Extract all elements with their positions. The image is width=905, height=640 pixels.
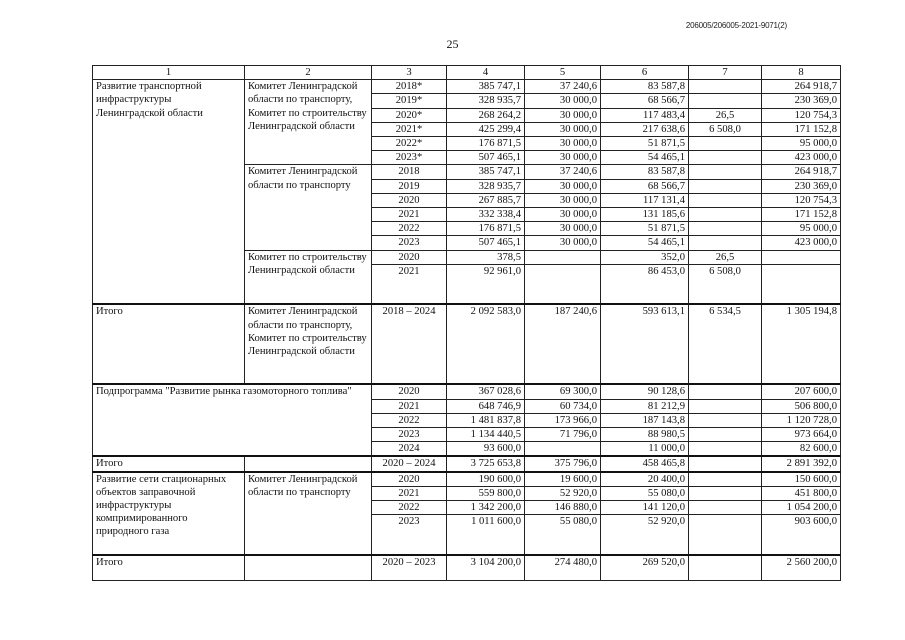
value-cell: 648 746,9 <box>447 399 525 413</box>
value-cell: 71 796,0 <box>525 427 601 441</box>
value-cell: 1 120 728,0 <box>762 413 841 427</box>
total-label: Итого <box>93 555 245 581</box>
value-cell: 171 152,8 <box>762 208 841 222</box>
value-cell: 190 600,0 <box>447 472 525 487</box>
value-cell: 230 369,0 <box>762 179 841 193</box>
table-row <box>93 384 841 399</box>
value-cell: 187 143,8 <box>601 413 689 427</box>
year-cell: 2020 <box>372 193 447 207</box>
value-cell: 507 465,1 <box>447 151 525 165</box>
value-cell: 1 011 600,0 <box>447 515 525 555</box>
value-cell <box>689 384 762 399</box>
value-cell: 30 000,0 <box>525 122 601 136</box>
column-number: 8 <box>762 66 841 80</box>
page-number: 25 <box>446 37 459 51</box>
value-cell <box>689 236 762 250</box>
value-cell <box>689 151 762 165</box>
value-cell: 375 796,0 <box>525 456 601 471</box>
year-cell: 2021 <box>372 486 447 500</box>
value-cell: 274 480,0 <box>525 555 601 581</box>
year-cell: 2018 – 2024 <box>372 304 447 384</box>
value-cell: 52 920,0 <box>601 515 689 555</box>
year-cell: 2020 <box>372 384 447 399</box>
year-cell: 2023 <box>372 236 447 250</box>
value-cell: 37 240,6 <box>525 165 601 179</box>
total-row <box>93 304 841 384</box>
value-cell: 11 000,0 <box>601 442 689 457</box>
value-cell: 328 935,7 <box>447 179 525 193</box>
program-name: Развитие сети стационарных объектов заправочной инфраструктуры компримированного природного газа <box>93 472 245 555</box>
value-cell <box>689 413 762 427</box>
executor: Комитет по строительству Ленинградской области <box>245 250 372 304</box>
value-cell: 30 000,0 <box>525 222 601 236</box>
value-cell: 120 754,3 <box>762 193 841 207</box>
value-cell: 26,5 <box>689 108 762 122</box>
value-cell: 55 080,0 <box>601 486 689 500</box>
value-cell: 30 000,0 <box>525 151 601 165</box>
value-cell: 30 000,0 <box>525 193 601 207</box>
value-cell: 19 600,0 <box>525 472 601 487</box>
value-cell: 1 481 837,8 <box>447 413 525 427</box>
value-cell <box>689 222 762 236</box>
value-cell: 93 600,0 <box>447 442 525 457</box>
column-number: 7 <box>689 66 762 80</box>
value-cell: 267 885,7 <box>447 193 525 207</box>
value-cell: 54 465,1 <box>601 236 689 250</box>
value-cell: 1 054 200,0 <box>762 500 841 514</box>
value-cell <box>689 399 762 413</box>
value-cell <box>689 486 762 500</box>
year-cell: 2022 <box>372 413 447 427</box>
total-row <box>93 555 841 581</box>
value-cell: 131 185,6 <box>601 208 689 222</box>
value-cell: 1 342 200,0 <box>447 500 525 514</box>
value-cell: 68 566,7 <box>601 94 689 108</box>
value-cell: 385 747,1 <box>447 80 525 94</box>
year-cell: 2023 <box>372 427 447 441</box>
year-cell: 2022 <box>372 222 447 236</box>
value-cell: 1 305 194,8 <box>762 304 841 384</box>
value-cell: 81 212,9 <box>601 399 689 413</box>
value-cell: 2 092 583,0 <box>447 304 525 384</box>
value-cell: 2 560 200,0 <box>762 555 841 581</box>
value-cell: 117 483,4 <box>601 108 689 122</box>
value-cell: 425 299,4 <box>447 122 525 136</box>
value-cell: 54 465,1 <box>601 151 689 165</box>
year-cell: 2020 <box>372 250 447 264</box>
executor: Комитет Ленинградской области по транспорту, Комитет по строительству Ленинградской области <box>245 304 372 384</box>
value-cell <box>689 80 762 94</box>
value-cell <box>689 555 762 581</box>
year-cell: 2019* <box>372 94 447 108</box>
total-label: Итого <box>93 456 245 471</box>
value-cell: 451 800,0 <box>762 486 841 500</box>
value-cell: 328 935,7 <box>447 94 525 108</box>
column-number: 3 <box>372 66 447 80</box>
value-cell: 95 000,0 <box>762 137 841 151</box>
executor-empty <box>245 555 372 581</box>
value-cell: 559 800,0 <box>447 486 525 500</box>
value-cell: 69 300,0 <box>525 384 601 399</box>
year-cell: 2022 <box>372 500 447 514</box>
year-cell: 2020 – 2024 <box>372 456 447 471</box>
value-cell: 20 400,0 <box>601 472 689 487</box>
value-cell <box>689 193 762 207</box>
total-row <box>93 456 841 471</box>
value-cell <box>525 250 601 264</box>
year-cell: 2023 <box>372 515 447 555</box>
value-cell: 187 240,6 <box>525 304 601 384</box>
executor: Комитет Ленинградской области по транспорту, Комитет по строительству Ленинградской области <box>245 80 372 165</box>
value-cell: 30 000,0 <box>525 94 601 108</box>
year-cell: 2021 <box>372 208 447 222</box>
value-cell <box>525 442 601 457</box>
value-cell <box>689 208 762 222</box>
value-cell <box>689 500 762 514</box>
year-cell: 2020* <box>372 108 447 122</box>
value-cell: 207 600,0 <box>762 384 841 399</box>
value-cell: 3 725 653,8 <box>447 456 525 471</box>
executor: Комитет Ленинградской области по транспорту <box>245 472 372 555</box>
column-number: 2 <box>245 66 372 80</box>
value-cell <box>525 264 601 304</box>
value-cell <box>689 472 762 487</box>
value-cell: 150 600,0 <box>762 472 841 487</box>
value-cell: 117 131,4 <box>601 193 689 207</box>
year-cell: 2018* <box>372 80 447 94</box>
value-cell: 507 465,1 <box>447 236 525 250</box>
year-cell: 2021 <box>372 264 447 304</box>
column-number: 4 <box>447 66 525 80</box>
value-cell: 120 754,3 <box>762 108 841 122</box>
column-number: 5 <box>525 66 601 80</box>
program-name: Развитие транспортной инфраструктуры Ленинградской области <box>93 80 245 305</box>
value-cell: 6 534,5 <box>689 304 762 384</box>
value-cell: 6 508,0 <box>689 264 762 304</box>
total-label: Итого <box>93 304 245 384</box>
value-cell: 352,0 <box>601 250 689 264</box>
value-cell: 506 800,0 <box>762 399 841 413</box>
value-cell: 30 000,0 <box>525 179 601 193</box>
value-cell: 52 920,0 <box>525 486 601 500</box>
value-cell: 423 000,0 <box>762 236 841 250</box>
column-number: 6 <box>601 66 689 80</box>
value-cell: 30 000,0 <box>525 236 601 250</box>
value-cell: 37 240,6 <box>525 80 601 94</box>
value-cell: 82 600,0 <box>762 442 841 457</box>
value-cell: 60 734,0 <box>525 399 601 413</box>
value-cell: 83 587,8 <box>601 165 689 179</box>
value-cell: 264 918,7 <box>762 80 841 94</box>
value-cell: 593 613,1 <box>601 304 689 384</box>
budget-table <box>92 65 841 581</box>
value-cell: 146 880,0 <box>525 500 601 514</box>
executor-empty <box>245 456 372 471</box>
value-cell: 3 104 200,0 <box>447 555 525 581</box>
value-cell: 176 871,5 <box>447 222 525 236</box>
year-cell: 2024 <box>372 442 447 457</box>
value-cell: 92 961,0 <box>447 264 525 304</box>
value-cell: 423 000,0 <box>762 151 841 165</box>
table-row <box>93 472 841 487</box>
value-cell <box>689 179 762 193</box>
document-code: 206005/206005-2021-9071(2) <box>685 21 787 30</box>
value-cell: 55 080,0 <box>525 515 601 555</box>
value-cell: 68 566,7 <box>601 179 689 193</box>
value-cell <box>689 442 762 457</box>
value-cell: 217 638,6 <box>601 122 689 136</box>
value-cell: 230 369,0 <box>762 94 841 108</box>
year-cell: 2023* <box>372 151 447 165</box>
executor: Комитет Ленинградской области по транспорту <box>245 165 372 250</box>
value-cell: 141 120,0 <box>601 500 689 514</box>
year-cell: 2022* <box>372 137 447 151</box>
value-cell: 26,5 <box>689 250 762 264</box>
subprogram-name: Подпрограмма "Развитие рынка газомоторного топлива" <box>93 384 372 456</box>
value-cell: 30 000,0 <box>525 137 601 151</box>
value-cell: 367 028,6 <box>447 384 525 399</box>
value-cell: 268 264,2 <box>447 108 525 122</box>
year-cell: 2019 <box>372 179 447 193</box>
column-number-row <box>93 66 841 80</box>
value-cell: 95 000,0 <box>762 222 841 236</box>
value-cell: 90 128,6 <box>601 384 689 399</box>
value-cell: 2 891 392,0 <box>762 456 841 471</box>
value-cell: 171 152,8 <box>762 122 841 136</box>
value-cell <box>689 456 762 471</box>
value-cell: 83 587,8 <box>601 80 689 94</box>
value-cell: 385 747,1 <box>447 165 525 179</box>
year-cell: 2020 <box>372 472 447 487</box>
value-cell: 173 966,0 <box>525 413 601 427</box>
value-cell: 30 000,0 <box>525 108 601 122</box>
value-cell: 269 520,0 <box>601 555 689 581</box>
value-cell <box>762 264 841 304</box>
table-row <box>93 80 841 94</box>
value-cell: 86 453,0 <box>601 264 689 304</box>
value-cell: 30 000,0 <box>525 208 601 222</box>
value-cell: 378,5 <box>447 250 525 264</box>
year-cell: 2021 <box>372 399 447 413</box>
value-cell: 176 871,5 <box>447 137 525 151</box>
value-cell <box>762 250 841 264</box>
value-cell: 1 134 440,5 <box>447 427 525 441</box>
value-cell <box>689 165 762 179</box>
value-cell: 903 600,0 <box>762 515 841 555</box>
value-cell: 88 980,5 <box>601 427 689 441</box>
column-number: 1 <box>93 66 245 80</box>
value-cell: 332 338,4 <box>447 208 525 222</box>
value-cell <box>689 427 762 441</box>
value-cell <box>689 94 762 108</box>
year-cell: 2021* <box>372 122 447 136</box>
value-cell: 6 508,0 <box>689 122 762 136</box>
year-cell: 2018 <box>372 165 447 179</box>
value-cell: 51 871,5 <box>601 222 689 236</box>
year-cell: 2020 – 2023 <box>372 555 447 581</box>
value-cell: 264 918,7 <box>762 165 841 179</box>
value-cell <box>689 137 762 151</box>
value-cell: 51 871,5 <box>601 137 689 151</box>
value-cell <box>689 515 762 555</box>
value-cell: 973 664,0 <box>762 427 841 441</box>
value-cell: 458 465,8 <box>601 456 689 471</box>
